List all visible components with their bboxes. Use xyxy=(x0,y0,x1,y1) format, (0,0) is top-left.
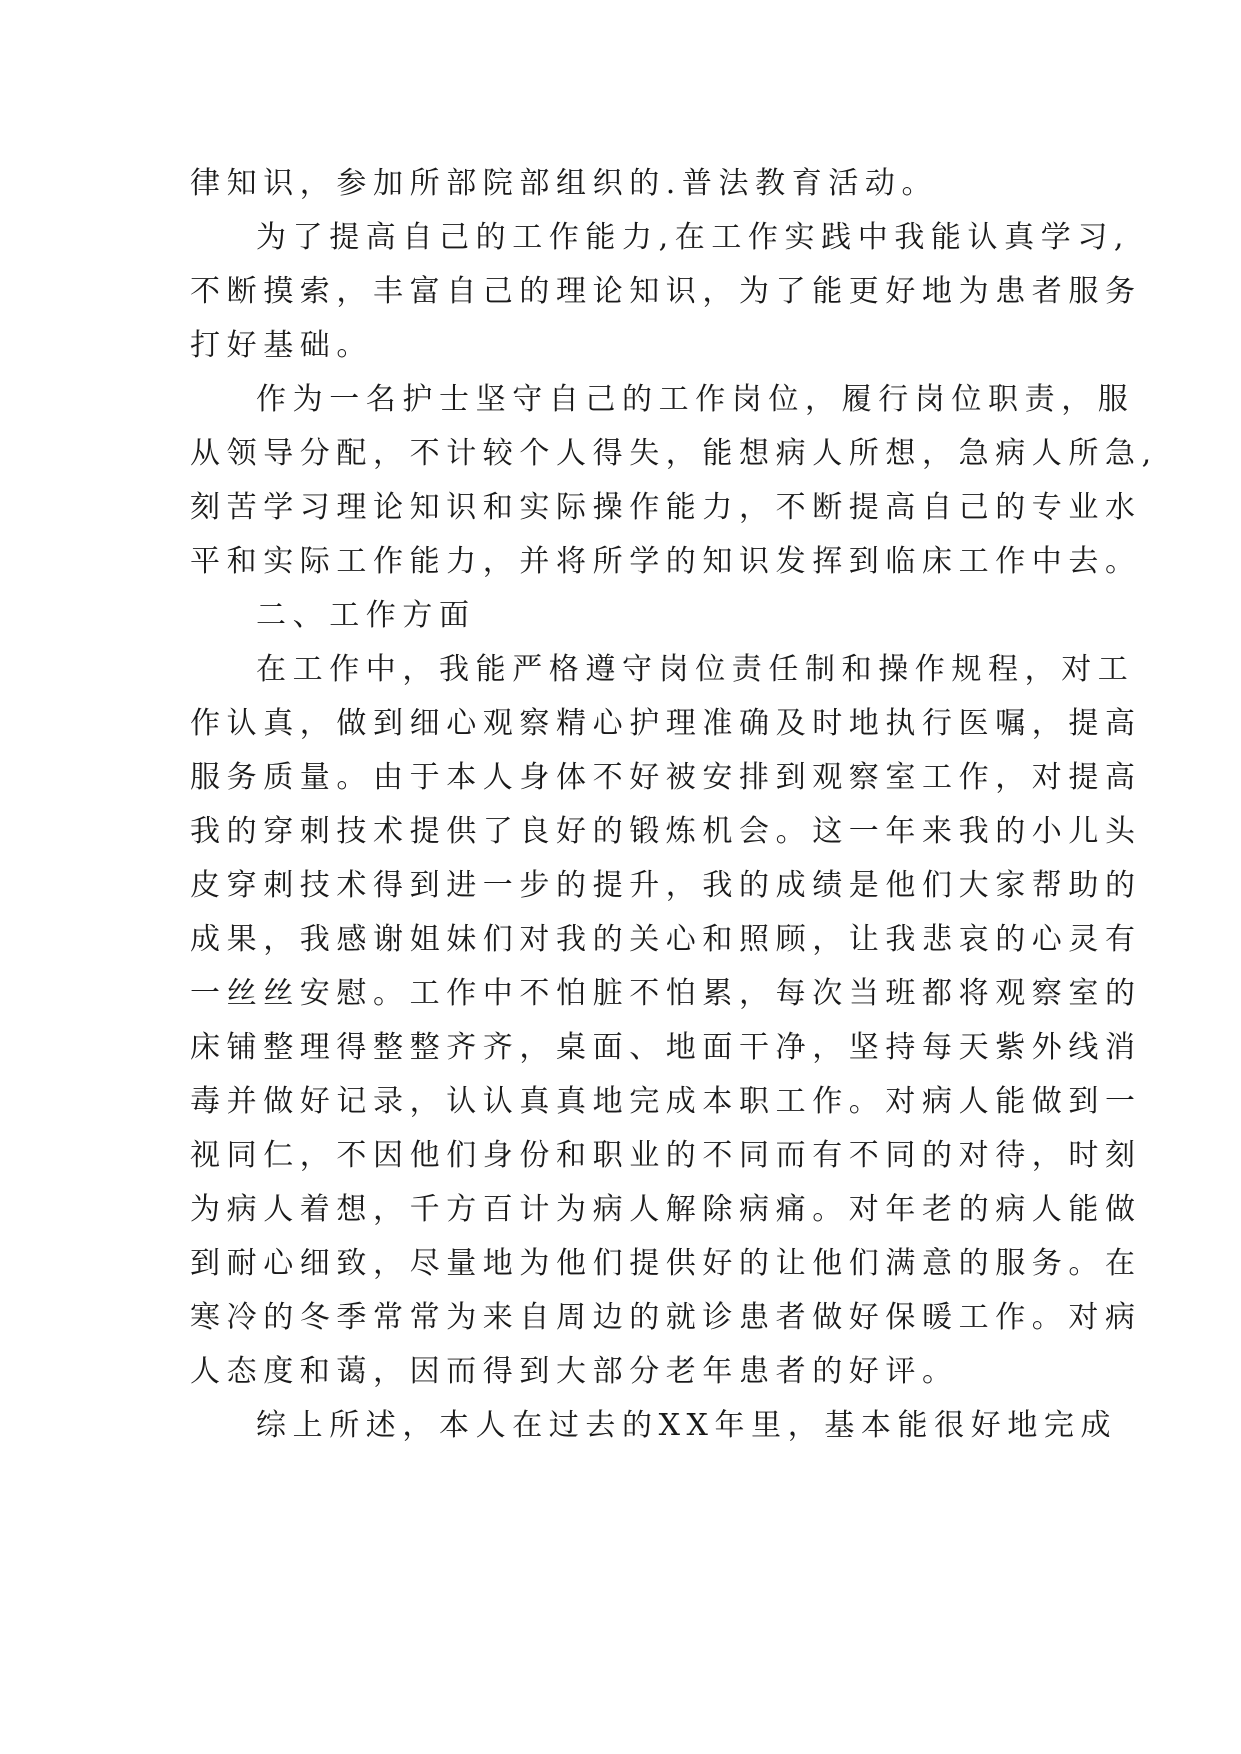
body-text xyxy=(190,157,1158,1453)
section-heading: 二、工作方面 xyxy=(256,598,476,633)
paragraph-line: 在工作中，我能严格遵守岗位责任制和操作规程，对工 xyxy=(256,652,1135,687)
paragraph-line: 刻苦学习理论知识和实际操作能力，不断提高自己的专业水 xyxy=(190,490,1142,525)
paragraph-line: 我的穿刺技术提供了良好的锻炼机会。这一年来我的小儿头 xyxy=(190,814,1142,849)
paragraph-line: 一丝丝安慰。工作中不怕脏不怕累，每次当班都将观察室的 xyxy=(190,976,1142,1011)
paragraph-line: 作认真，做到细心观察精心护理准确及时地执行医嘱，提高 xyxy=(190,706,1142,741)
paragraph-line: 皮穿刺技术得到进一步的提升，我的成绩是他们大家帮助的 xyxy=(190,868,1142,903)
paragraph-line: 从领导分配，不计较个人得失，能想病人所想，急病人所急, xyxy=(190,436,1158,471)
paragraph-line: 床铺整理得整整齐齐，桌面、地面干净，坚持每天紫外线消 xyxy=(190,1030,1142,1065)
paragraph-line: 为病人着想，千方百计为病人解除病痛。对年老的病人能做 xyxy=(190,1192,1142,1227)
paragraph-line: 成果，我感谢姐妹们对我的关心和照顾，让我悲哀的心灵有 xyxy=(190,922,1142,957)
paragraph-line: 作为一名护士坚守自己的工作岗位，履行岗位职责，服 xyxy=(256,382,1135,417)
paragraph-line: 为了提高自己的工作能力,在工作实践中我能认真学习, xyxy=(256,220,1131,255)
paragraph-line: 到耐心细致，尽量地为他们提供好的让他们满意的服务。在 xyxy=(190,1246,1142,1281)
paragraph-line: 打好基础。 xyxy=(190,328,373,363)
paragraph-line: 律知识，参加所部院部组织的.普法教育活动。 xyxy=(190,166,939,201)
paragraph-line: 平和实际工作能力，并将所学的知识发挥到临床工作中去。 xyxy=(190,544,1142,579)
paragraph-line: 人态度和蔼，因而得到大部分老年患者的好评。 xyxy=(190,1354,959,1389)
paragraph-line: 不断摸索，丰富自己的理论知识，为了能更好地为患者服务 xyxy=(190,274,1142,309)
paragraph-line: 寒冷的冬季常常为来自周边的就诊患者做好保暖工作。对病 xyxy=(190,1300,1142,1335)
paragraph-line: 服务质量。由于本人身体不好被安排到观察室工作，对提高 xyxy=(190,760,1142,795)
paragraph-line: 毒并做好记录，认认真真地完成本职工作。对病人能做到一 xyxy=(190,1084,1142,1119)
paragraph-line: 视同仁，不因他们身份和职业的不同而有不同的对待，时刻 xyxy=(190,1138,1142,1173)
paragraph-line: 综上所述，本人在过去的XX年里，基本能很好地完成 xyxy=(256,1408,1118,1443)
